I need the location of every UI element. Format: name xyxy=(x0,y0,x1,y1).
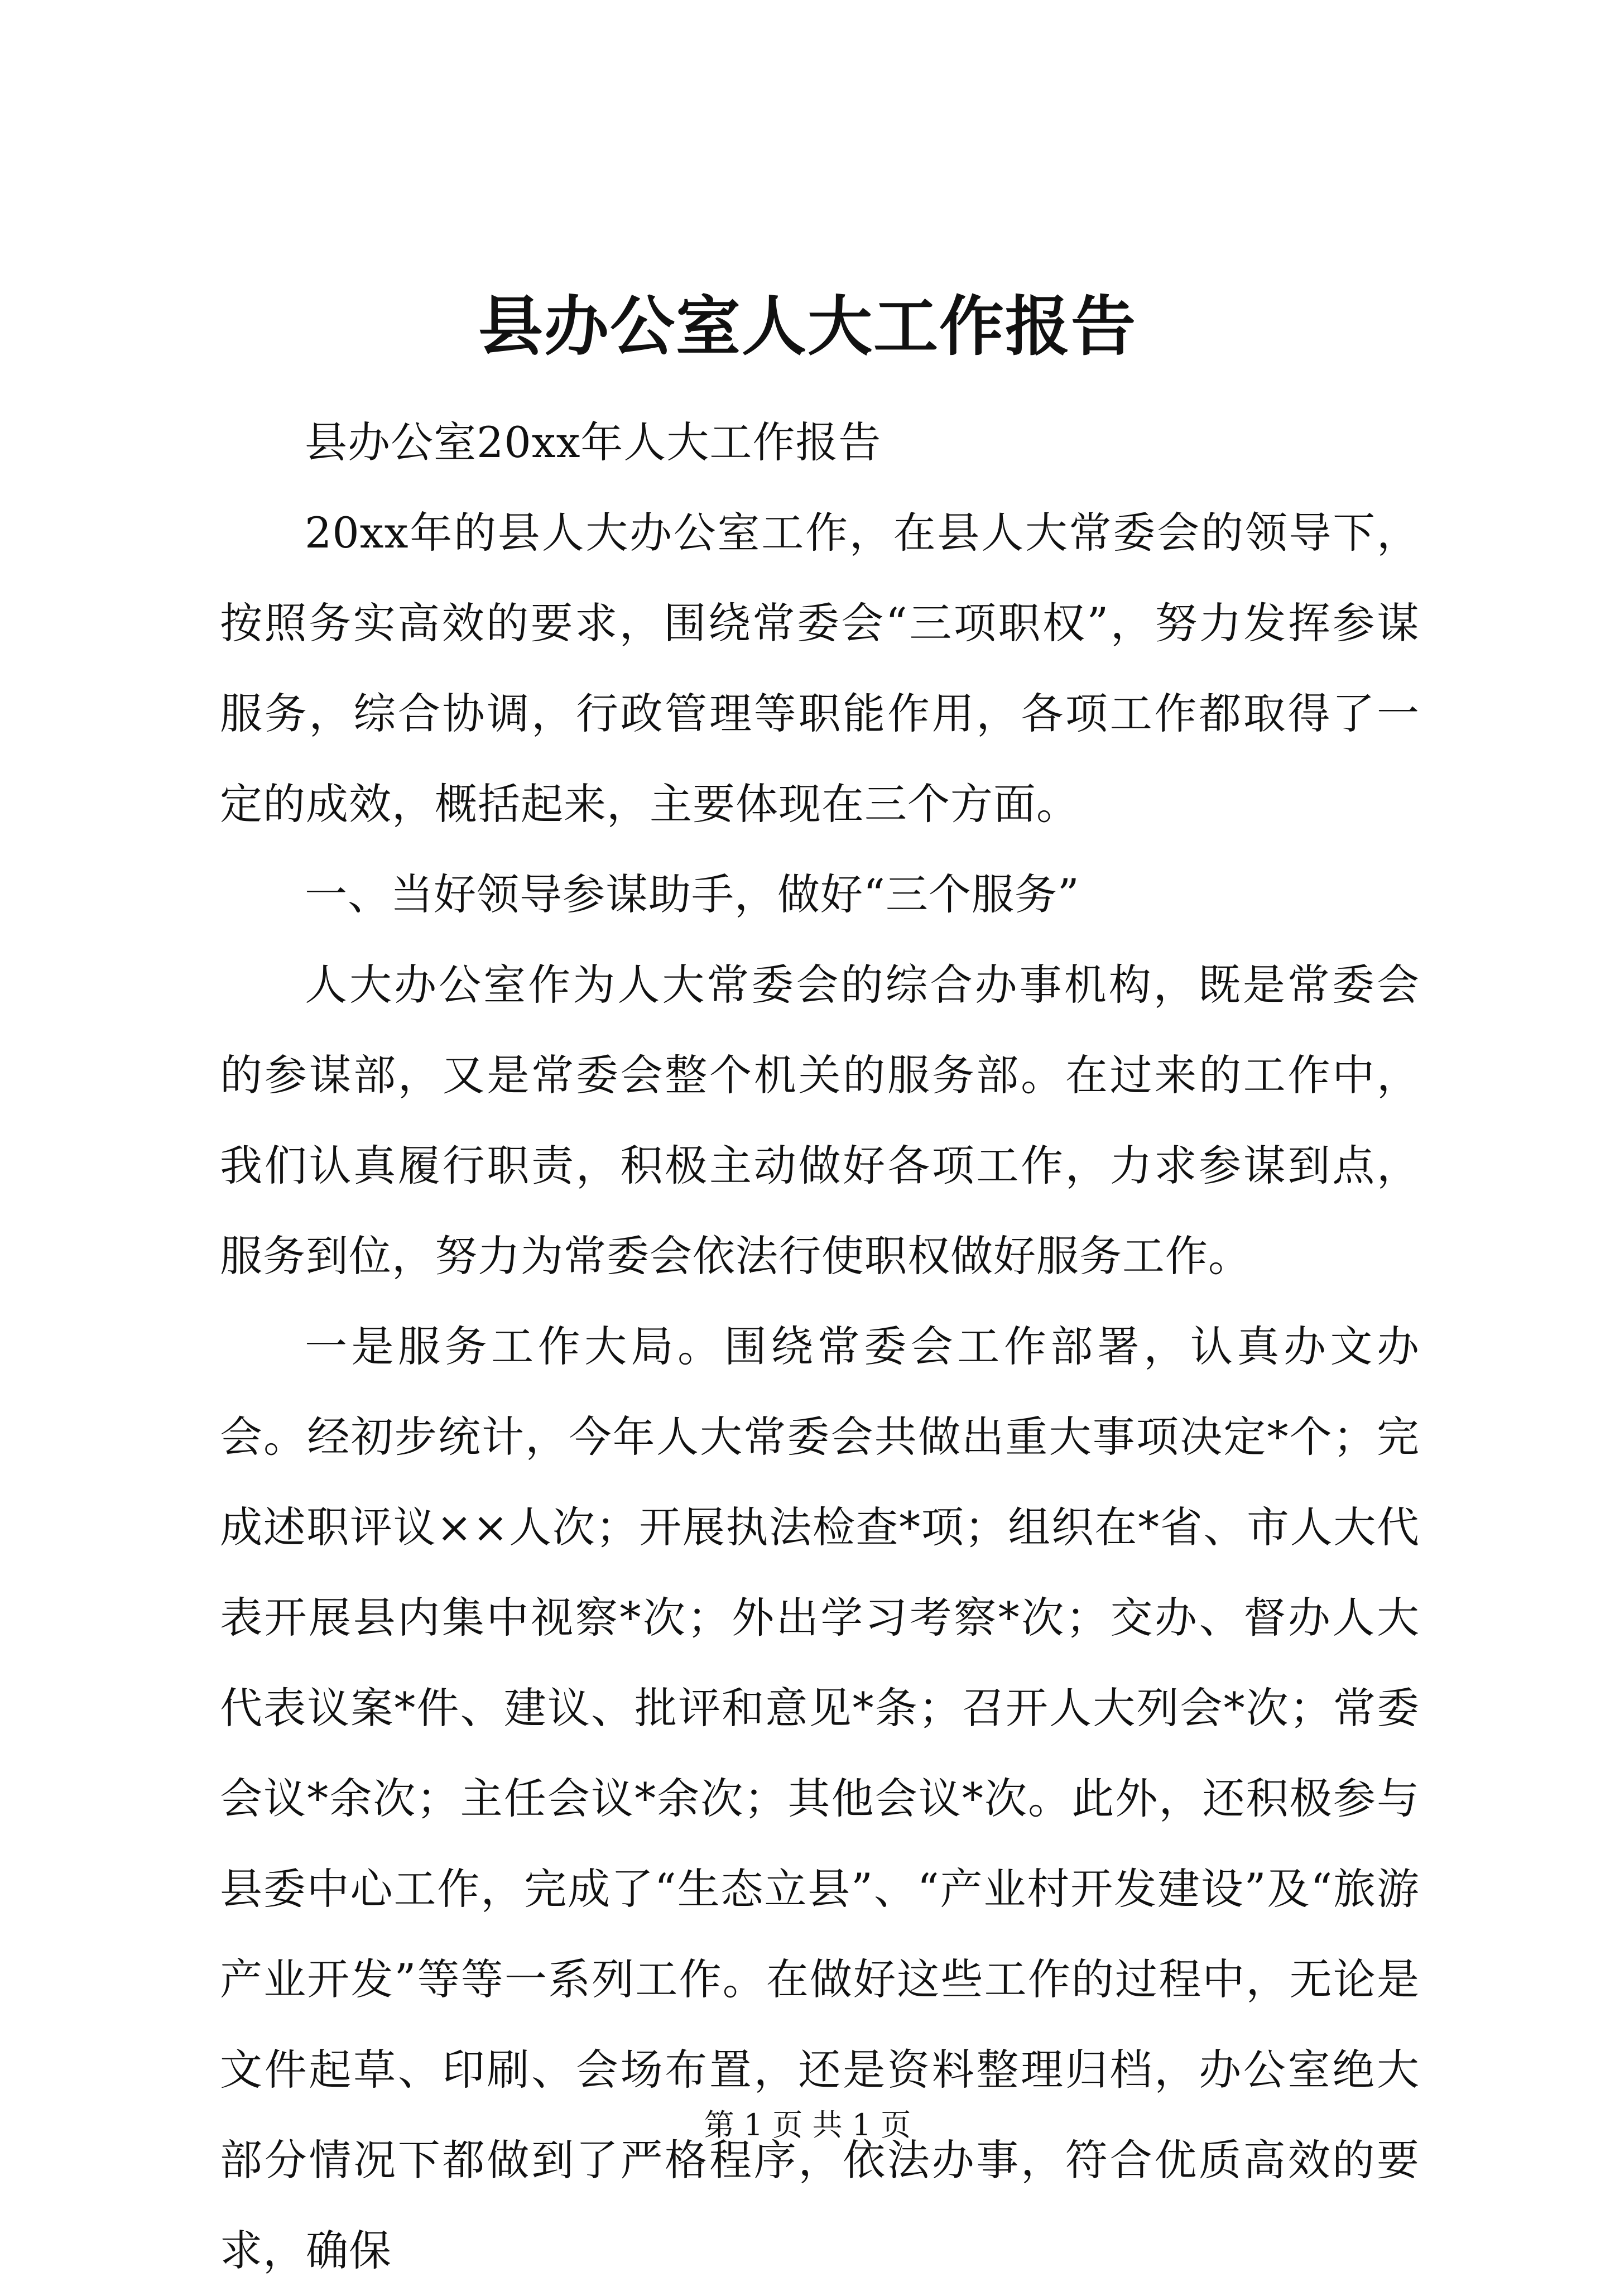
paragraph-office-role: 人大办公室作为人大常委会的综合办事机构，既是常委会的参谋部，又是常委会整个机关的服务部。在过来的工作中，我们认真履行职责，积极主动做好各项工作，力求参谋到点，服务到位，努力为常委会依法行使职权做好服务工作。 xyxy=(220,960,1420,1281)
paragraph-subtitle: 县办公室20xx年人大工作报告 xyxy=(305,417,882,467)
paragraph-service-work: 一是服务工作大局。围绕常委会工作部署，认真办文办会。经初步统计，今年人大常委会共做出重大事项决定*个；完成述职评议××人次；开展执法检查*项；组织在*省、市人大代表开展县内集中视察*次；外出学习考察*次；交办、督办人大代表议案*件、建议、批评和意见*条；召开人大列会*次；常委会议*余次；主任会议*余次；其他会议*次。此外，还积极参与县委中心工作，完成了“生态立县”、“产业村开发建设”及“旅游产业开发”等等一系列工作。在做好这些工作的过程中，无论是文件起草、印刷、会场布置，还是资料整理归档，办公室绝大部分情况下都做到了严格程序，依法办事，符合优质高效的要求，确保 xyxy=(220,1322,1420,2275)
document-body xyxy=(220,397,1420,2296)
document-title: 县办公室人大工作报告 xyxy=(478,289,1137,364)
paragraph-intro: 20xx年的县人大办公室工作，在县人大常委会的领导下，按照务实高效的要求，围绕常委会“三项职权”，努力发挥参谋服务，综合协调，行政管理等职能作用，各项工作都取得了一定的成效，概括起来，主要体现在三个方面。 xyxy=(220,508,1420,829)
section-heading-1: 一、当好领导参谋助手，做好“三个服务” xyxy=(305,870,1080,919)
page-footer: 第 1 页 共 1 页 xyxy=(704,2107,911,2143)
